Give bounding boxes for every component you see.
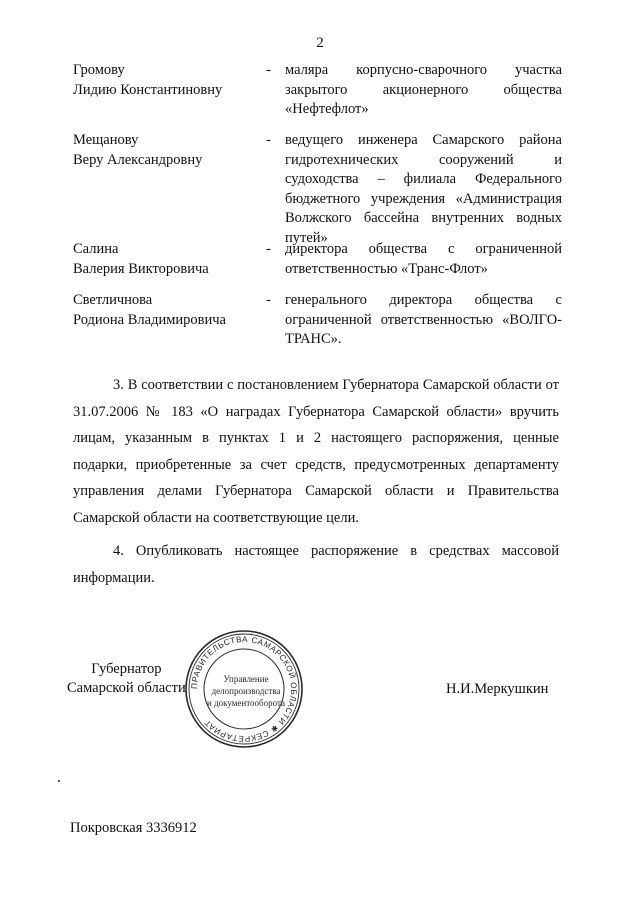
- signatory-title: [67, 660, 186, 698]
- paragraph-4: 4. Опубликовать настоящее распоряжение в средствах массовой информации.: [73, 543, 559, 586]
- paragraph-3: 3. В соответствии с постановлением Губернатора Самарской области от 31.07.2006 № 183 «О наградах Губернатора Самарской области» вручить лицам, указанным в пунктах 1 и 2 настоящего распоряжения, ценные подарки, приобретенные за счет средств, предусмотренных департаменту управления делами Губернатора Самарской области и Правительства Самарской области на соответствующие цели.: [73, 377, 559, 526]
- recipient-position: маляра корпусно-сварочного участка закрытого акционерного общества «Нефтефлот»: [285, 62, 562, 117]
- scan-speck: [58, 780, 60, 782]
- signatory-title-line1: Губернатор: [91, 661, 162, 677]
- recipient-given-names: Веру Александровну: [73, 151, 203, 168]
- recipient-surname: Громову: [73, 62, 125, 78]
- page-number: 2: [316, 35, 324, 51]
- recipient-surname: Светличнова: [73, 292, 153, 308]
- entry-dash: -: [266, 292, 271, 308]
- footer-executor: Покровская 3336912: [70, 820, 197, 836]
- recipient-name: [73, 291, 263, 330]
- entry-dash: -: [266, 241, 271, 257]
- recipient-position: генерального директора общества с ограниченной ответственностью «ВОЛГО-ТРАНС».: [285, 292, 562, 347]
- signatory-name: Н.И.Меркушкин: [446, 681, 549, 697]
- recipient-given-names: Лидию Константиновну: [73, 81, 223, 98]
- recipient-given-names: Валерия Викторовича: [73, 260, 209, 277]
- stamp-line-2: делопроизводства: [211, 686, 281, 696]
- recipient-name: [73, 131, 263, 170]
- recipient-surname: Салина: [73, 241, 119, 257]
- recipient-surname: Мещанову: [73, 132, 139, 148]
- entry-dash: -: [266, 132, 271, 148]
- recipient-position: директора общества с ограниченной ответственностью «Транс-Флот»: [285, 241, 562, 277]
- signatory-title-line2: Самарской области: [67, 680, 186, 696]
- entry-dash: -: [266, 62, 271, 78]
- recipient-name: [73, 240, 263, 279]
- stamp-line-3: и документооборота: [206, 698, 286, 708]
- stamp-line-1: Управление: [223, 674, 269, 684]
- recipient-given-names: Родиона Владимировича: [73, 311, 226, 328]
- stamp-ring-text: ПРАВИТЕЛЬСТВА САМАРСКОЙ ОБЛАСТИ ✱ СЕКРЕТАРИАТ: [189, 634, 299, 744]
- recipient-name: [73, 61, 263, 100]
- official-stamp: [183, 628, 305, 750]
- recipient-position: ведущего инженера Самарского района гидротехнических сооружений и судоходства – филиала Федерального бюджетного учреждения «Администрация Волжского бассейна внутренних водных путей»: [285, 132, 562, 246]
